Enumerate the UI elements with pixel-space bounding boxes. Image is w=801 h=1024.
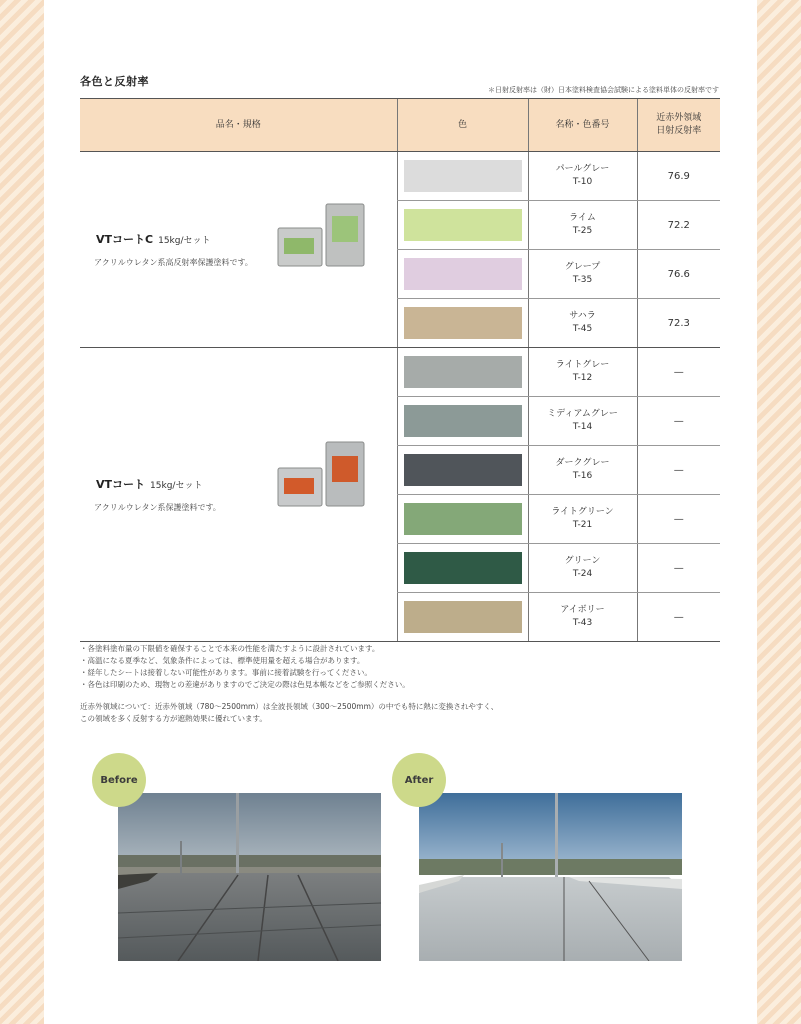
color-code: T-21 xyxy=(572,520,593,530)
header-color: 色 xyxy=(397,99,528,152)
color-name-cell xyxy=(528,544,637,593)
section-title: 各色と反射率 xyxy=(80,75,149,88)
color-name-cell xyxy=(528,446,637,495)
table-row xyxy=(80,152,720,201)
color-name: グリーン xyxy=(564,556,601,566)
color-swatch xyxy=(404,405,522,437)
color-name-cell xyxy=(528,495,637,544)
color-swatch xyxy=(404,307,522,339)
document-page xyxy=(44,0,757,1024)
reflectance-value: 76.9 xyxy=(637,152,720,201)
table-row xyxy=(80,348,720,397)
note-line: ・経年したシートは接着しない可能性があります。事前に接着試験を行ってください。 xyxy=(80,668,372,677)
color-swatch-cell xyxy=(397,544,528,593)
color-code: T-45 xyxy=(572,324,593,334)
before-badge: Before xyxy=(92,753,146,807)
color-name-cell xyxy=(528,593,637,642)
after-badge: After xyxy=(392,753,446,807)
color-code: T-10 xyxy=(572,177,593,187)
color-code: T-16 xyxy=(572,471,593,481)
product-description: アクリルウレタン系高反射率保護塗料です。 xyxy=(94,258,253,267)
product-name: VTコートC xyxy=(96,233,154,246)
color-name-cell xyxy=(528,397,637,446)
color-name: サハラ xyxy=(569,311,596,321)
color-swatch xyxy=(404,258,522,290)
product-cell xyxy=(80,348,397,642)
reflectance-value: 72.2 xyxy=(637,201,720,250)
product-spec: 15kg/セット xyxy=(150,481,203,491)
color-swatch xyxy=(404,209,522,241)
product-name: VTコート xyxy=(96,478,146,491)
color-name: アイボリー xyxy=(560,605,605,615)
header-product: 品名・規格 xyxy=(80,99,397,152)
color-swatch-cell xyxy=(397,593,528,642)
color-name-cell xyxy=(528,152,637,201)
reflectance-value: 72.3 xyxy=(637,299,720,348)
color-swatch xyxy=(404,454,522,486)
color-swatch xyxy=(404,160,522,192)
color-swatch-cell xyxy=(397,446,528,495)
reflectance-value: — xyxy=(637,495,720,544)
note-line: ・高温になる夏季など、気象条件によっては、標準使用量を超える場合があります。 xyxy=(80,656,365,665)
color-swatch xyxy=(404,601,522,633)
paint-can-image xyxy=(276,438,366,513)
color-name: パールグレー xyxy=(555,164,610,174)
before-photo xyxy=(118,793,381,965)
color-name-cell xyxy=(528,348,637,397)
color-code: T-24 xyxy=(572,569,593,579)
color-swatch-cell xyxy=(397,201,528,250)
color-swatch-cell xyxy=(397,152,528,201)
reflectance-value: — xyxy=(637,397,720,446)
reflectance-value: 76.6 xyxy=(637,250,720,299)
note-line: この領域を多く反射する方が遮熱効果に優れています。 xyxy=(80,714,267,723)
note-line: ・各塗料塗布量の下限値を確保することで本来の性能を満たすように設計されています。 xyxy=(80,644,380,653)
reflectance-value: — xyxy=(637,446,720,495)
color-code: T-35 xyxy=(572,275,593,285)
color-swatch-cell xyxy=(397,299,528,348)
color-name-cell xyxy=(528,250,637,299)
note-line: ・各色は印刷のため、現物との差違がありますのでご決定の際は色見本帳などをご参照ください。 xyxy=(80,680,410,689)
color-code: T-14 xyxy=(572,422,593,432)
reflectance-value: — xyxy=(637,593,720,642)
reflectance-value: — xyxy=(637,348,720,397)
color-swatch xyxy=(404,552,522,584)
paint-can-image xyxy=(276,200,366,273)
reflectance-footnote: ＊日射反射率は（財）日本塗料検査協会試験による塗料単体の反射率です xyxy=(488,86,719,94)
header-reflectance: 近赤外領域 日射反射率 xyxy=(637,99,720,152)
product-cell xyxy=(80,152,397,348)
color-name: ライトグリーン xyxy=(551,507,614,517)
color-swatch-cell xyxy=(397,348,528,397)
header-name: 名称・色番号 xyxy=(528,99,637,152)
color-swatch-cell xyxy=(397,495,528,544)
color-name-cell xyxy=(528,201,637,250)
color-swatch xyxy=(404,503,522,535)
color-name: ダークグレー xyxy=(555,458,610,468)
reflectance-value: — xyxy=(637,544,720,593)
notes-block xyxy=(80,643,740,725)
color-name: グレープ xyxy=(564,262,601,272)
color-code: T-25 xyxy=(572,226,593,236)
product-description: アクリルウレタン系保護塗料です。 xyxy=(94,503,221,512)
after-photo xyxy=(419,793,682,965)
color-reflectance-table xyxy=(80,98,720,642)
color-name: ライトグレー xyxy=(555,360,610,370)
color-code: T-12 xyxy=(572,373,593,383)
color-swatch-cell xyxy=(397,250,528,299)
color-swatch xyxy=(404,356,522,388)
color-code: T-43 xyxy=(572,618,593,628)
color-name: ライム xyxy=(569,213,596,223)
color-name-cell xyxy=(528,299,637,348)
table-header-row xyxy=(80,99,720,152)
color-swatch-cell xyxy=(397,397,528,446)
note-line: 近赤外領域について：近赤外領域（780〜2500mm）は全波長領域（300〜2500mm）の中でも特に熱に変換されやすく、 xyxy=(80,702,499,711)
product-spec: 15kg/セット xyxy=(158,236,211,246)
color-name: ミディアムグレー xyxy=(547,409,618,419)
